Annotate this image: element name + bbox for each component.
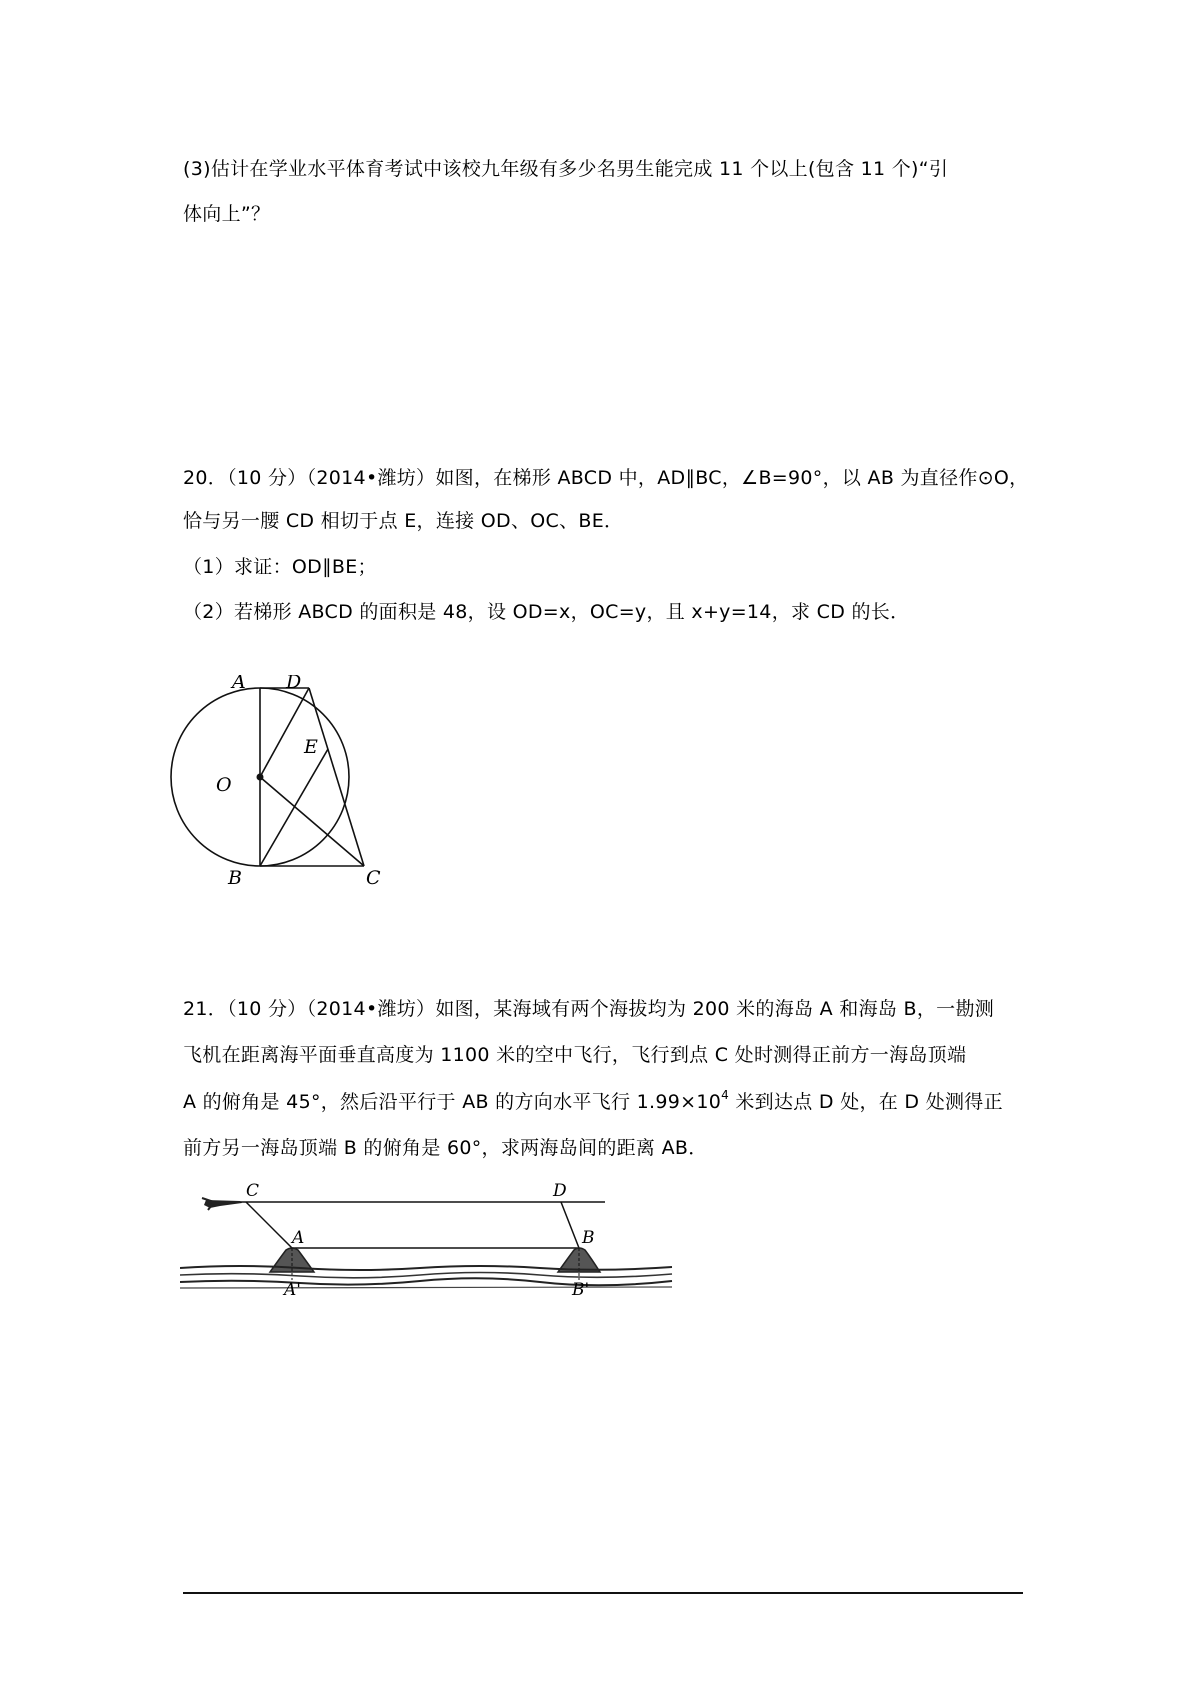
sea-waves-3 xyxy=(180,1278,672,1285)
sight-line-ca xyxy=(246,1202,292,1248)
sea-waves-2 xyxy=(180,1273,672,1278)
label-o: O xyxy=(216,774,232,796)
label-d: D xyxy=(553,1181,567,1201)
q21-line4: 前方另一海岛顶端 B 的俯角是 60°，求两海岛间的距离 AB． xyxy=(183,1137,708,1159)
q21-figure xyxy=(180,1180,680,1300)
q20-line2: 恰与另一腰 CD 相切于点 E，连接 OD、OC、BE． xyxy=(183,510,624,532)
label-d: D xyxy=(286,675,302,693)
q19-part3-line2: 体向上”？ xyxy=(183,203,271,225)
label-a: A xyxy=(232,675,246,693)
segment-od xyxy=(260,688,309,777)
segment-be xyxy=(260,749,328,866)
label-e: E xyxy=(304,736,318,758)
q20-line1: 20．（10 分）（2014•潍坊）如图，在梯形 ABCD 中，AD∥BC，∠B=90°，以 AB 为直径作⊙O， xyxy=(183,467,1029,489)
point-o xyxy=(257,774,264,781)
label-b: B xyxy=(582,1228,595,1248)
q21-line3-text-end: 米到达点 D 处，在 D 处测得正 xyxy=(729,1091,1003,1113)
q21-line3-text: A 的俯角是 45°，然后沿平行于 AB 的方向水平飞行 1.99×10 xyxy=(183,1091,722,1113)
q20-part1: （1）求证：OD∥BE； xyxy=(183,556,377,578)
label-b: B xyxy=(228,867,242,889)
q21-line2: 飞机在距离海平面垂直高度为 1100 米的空中飞行，飞行到点 C 处时测得正前方一海岛顶端 xyxy=(183,1044,967,1066)
label-c: C xyxy=(246,1181,260,1201)
segment-dc xyxy=(309,688,364,866)
label-a: A xyxy=(292,1228,305,1248)
q20-figure xyxy=(170,675,400,890)
sight-line-db xyxy=(561,1202,579,1248)
label-b-prime: B' xyxy=(572,1280,590,1300)
q21-line3-exponent: 4 xyxy=(721,1088,730,1102)
q20-part2: （2）若梯形 ABCD 的面积是 48，设 OD=x，OC=y，且 x+y=14，求 CD 的长． xyxy=(183,601,910,623)
footer-rule xyxy=(183,1592,1023,1594)
q21-line1: 21．（10 分）（2014•潍坊）如图，某海域有两个海拔均为 200 米的海岛 A 和海岛 B，一勘测 xyxy=(183,998,995,1020)
label-c: C xyxy=(366,867,381,889)
sea-waves-4 xyxy=(180,1287,672,1288)
label-a-prime: A' xyxy=(284,1280,301,1300)
q21-line3 xyxy=(183,1087,1023,1117)
q19-part3-line1: (3)估计在学业水平体育考试中该校九年级有多少名男生能完成 11 个以上(包含 11 个)“引 xyxy=(183,158,949,180)
